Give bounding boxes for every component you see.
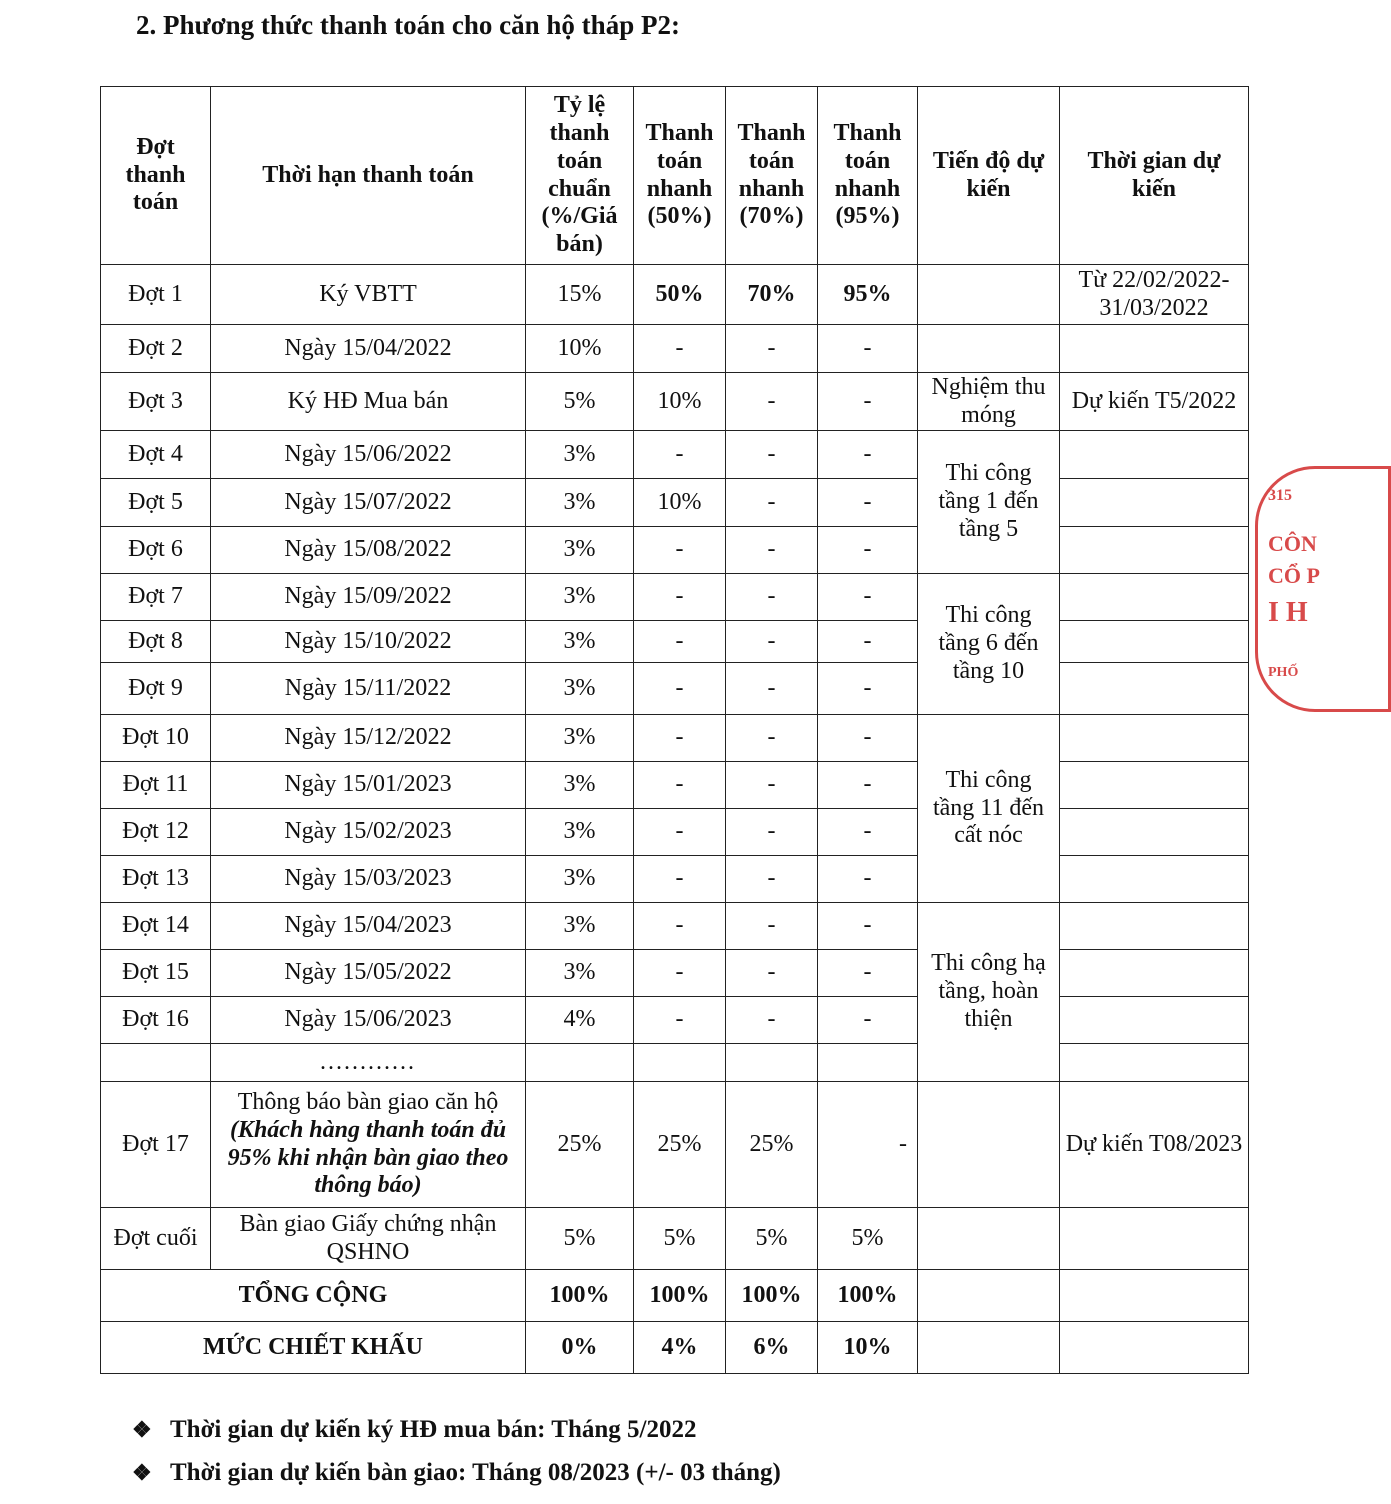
cell-period: Đợt 4 (101, 431, 211, 479)
cell-deadline: Ngày 15/10/2022 (211, 621, 526, 663)
cell-standard: 5% (526, 1208, 634, 1270)
cell-time: Dự kiến T08/2023 (1060, 1082, 1249, 1208)
ellipsis-text: ............ (211, 1044, 526, 1082)
cell-time (1060, 715, 1249, 762)
cell-fast-70: - (726, 431, 818, 479)
cell-progress (918, 325, 1060, 373)
cell-fast-70: - (726, 663, 818, 715)
table-row (101, 265, 1249, 325)
cell-period: Đợt 15 (101, 950, 211, 997)
table-row (101, 373, 1249, 431)
cell-fast-70: - (726, 574, 818, 621)
note-signing-time: Thời gian dự kiến ký HĐ mua bán: Tháng 5/2022 (170, 1416, 697, 1443)
total-label: TỔNG CỘNG (101, 1270, 526, 1322)
cell-fast-70: - (726, 527, 818, 574)
cell-progress (918, 265, 1060, 325)
table-row (101, 663, 1249, 715)
cell-fast-50: 25% (634, 1082, 726, 1208)
discount-label: MỨC CHIẾT KHẤU (101, 1322, 526, 1374)
cell-progress: Nghiệm thu móng (918, 373, 1060, 431)
cell-standard: 15% (526, 265, 634, 325)
table-row (101, 574, 1249, 621)
cell-standard: 3% (526, 574, 634, 621)
cell-deadline: Ngày 15/04/2022 (211, 325, 526, 373)
header-standard-rate: Tỷ lệ thanh toán chuẩn (%/Giá bán) (526, 87, 634, 265)
cell-standard: 3% (526, 762, 634, 809)
cell-fast-50: - (634, 325, 726, 373)
ellipsis-row (101, 1044, 1249, 1082)
table-row (101, 621, 1249, 663)
cell-standard: 3% (526, 621, 634, 663)
total-fast-70: 100% (726, 1270, 818, 1322)
cell-time (1060, 950, 1249, 997)
cell-deadline: Ngày 15/06/2023 (211, 997, 526, 1044)
cell-time (1060, 762, 1249, 809)
table-row (101, 479, 1249, 527)
cell-progress-group-1: Thi công tầng 1 đến tầng 5 (918, 431, 1060, 574)
cell-fast-70: - (726, 325, 818, 373)
table-row (101, 903, 1249, 950)
cell-time (1060, 663, 1249, 715)
cell-fast-70: - (726, 621, 818, 663)
cell-fast-50: - (634, 663, 726, 715)
cell-time (1060, 856, 1249, 903)
note-item (132, 1451, 781, 1494)
cell-fast-70: - (726, 762, 818, 809)
cell-fast-95: - (818, 325, 918, 373)
cell-fast-50: 5% (634, 1208, 726, 1270)
header-fast-70: Thanh toán nhanh (70%) (726, 87, 818, 265)
cell-standard: 3% (526, 950, 634, 997)
cell-fast-50: - (634, 950, 726, 997)
cell-deadline: Ngày 15/09/2022 (211, 574, 526, 621)
cell-deadline: Ngày 15/01/2023 (211, 762, 526, 809)
cell-fast-95: - (818, 527, 918, 574)
cell-deadline (211, 1082, 526, 1208)
cell-time (1060, 431, 1249, 479)
cell-progress (918, 1082, 1060, 1208)
cell-deadline: Ngày 15/03/2023 (211, 856, 526, 903)
cell-period: Đợt 11 (101, 762, 211, 809)
cell-fast-50: 50% (634, 265, 726, 325)
table-row-total (101, 1270, 1249, 1322)
cell-deadline: Ký VBTT (211, 265, 526, 325)
cell-standard: 3% (526, 856, 634, 903)
cell-time (1060, 1208, 1249, 1270)
cell-time (1060, 997, 1249, 1044)
cell-fast-95: - (818, 903, 918, 950)
cell-period: Đợt 17 (101, 1082, 211, 1208)
discount-fast-50: 4% (634, 1322, 726, 1374)
cell-standard: 3% (526, 479, 634, 527)
diamond-bullet-icon: ❖ (132, 1460, 152, 1485)
cell-time (1060, 479, 1249, 527)
cell-time: Dự kiến T5/2022 (1060, 373, 1249, 431)
cell-fast-50: - (634, 762, 726, 809)
cell-fast-50: - (634, 715, 726, 762)
cell-period: Đợt 5 (101, 479, 211, 527)
cell-fast-95: 95% (818, 265, 918, 325)
stamp-text: CỔ P (1268, 563, 1320, 588)
cell-fast-70: - (726, 997, 818, 1044)
cell-fast-95: - (818, 762, 918, 809)
cell-fast-50: 10% (634, 373, 726, 431)
header-fast-95: Thanh toán nhanh (95%) (818, 87, 918, 265)
discount-fast-95: 10% (818, 1322, 918, 1374)
note-item (132, 1408, 781, 1451)
cell-fast-50: - (634, 903, 726, 950)
table-row (101, 325, 1249, 373)
cell-period: Đợt 8 (101, 621, 211, 663)
total-fast-50: 100% (634, 1270, 726, 1322)
cell-standard: 3% (526, 431, 634, 479)
cell-standard: 3% (526, 527, 634, 574)
payment-schedule-table (100, 86, 1249, 1374)
cell-deadline: Ngày 15/04/2023 (211, 903, 526, 950)
cell-standard: 3% (526, 903, 634, 950)
cell-fast-50: - (634, 621, 726, 663)
handover-note: (Khách hàng thanh toán đủ 95% khi nhận bàn giao theo thông báo) (227, 1116, 509, 1199)
cell-progress-group-3: Thi công tầng 11 đến cất nóc (918, 715, 1060, 903)
cell-fast-95: - (818, 715, 918, 762)
cell-fast-70: - (726, 950, 818, 997)
cell-standard: 3% (526, 663, 634, 715)
table-row (101, 997, 1249, 1044)
note-handover-time: Thời gian dự kiến bàn giao: Tháng 08/2023 (+/- 03 tháng) (170, 1459, 781, 1486)
header-fast-50: Thanh toán nhanh (50%) (634, 87, 726, 265)
cell-period: Đợt 9 (101, 663, 211, 715)
cell-fast-70: 70% (726, 265, 818, 325)
cell-fast-95: - (818, 856, 918, 903)
cell-time (1060, 809, 1249, 856)
cell-time (1060, 527, 1249, 574)
cell-period: Đợt 10 (101, 715, 211, 762)
header-progress: Tiến độ dự kiến (918, 87, 1060, 265)
cell-deadline: Ngày 15/02/2023 (211, 809, 526, 856)
cell-period: Đợt 7 (101, 574, 211, 621)
cell-period: Đợt 12 (101, 809, 211, 856)
cell-deadline: Ngày 15/11/2022 (211, 663, 526, 715)
cell-standard: 4% (526, 997, 634, 1044)
cell-fast-50: - (634, 527, 726, 574)
table-row-handover (101, 1082, 1249, 1208)
stamp-text: PHỐ (1268, 665, 1299, 680)
cell-deadline: Ngày 15/12/2022 (211, 715, 526, 762)
cell-deadline: Ký HĐ Mua bán (211, 373, 526, 431)
table-row-discount (101, 1322, 1249, 1374)
cell-period: Đợt 2 (101, 325, 211, 373)
cell-fast-70: - (726, 373, 818, 431)
cell-fast-95: - (818, 574, 918, 621)
cell-deadline: Bàn giao Giấy chứng nhận QSHNO (211, 1208, 526, 1270)
cell-fast-70: 25% (726, 1082, 818, 1208)
cell-fast-95: - (818, 809, 918, 856)
cell-progress-group-2: Thi công tầng 6 đến tầng 10 (918, 574, 1060, 715)
table-row (101, 950, 1249, 997)
cell-fast-50: - (634, 856, 726, 903)
company-seal-stamp (1255, 466, 1391, 712)
cell-fast-70: - (726, 903, 818, 950)
total-fast-95: 100% (818, 1270, 918, 1322)
table-row (101, 856, 1249, 903)
total-standard: 100% (526, 1270, 634, 1322)
stamp-text: CÔN (1268, 531, 1317, 556)
header-period: Đợt thanh toán (101, 87, 211, 265)
cell-period: Đợt 3 (101, 373, 211, 431)
cell-progress-group-4: Thi công hạ tầng, hoàn thiện (918, 903, 1060, 1082)
cell-deadline: Ngày 15/08/2022 (211, 527, 526, 574)
table-row (101, 431, 1249, 479)
cell-fast-50: - (634, 809, 726, 856)
handover-notice: Thông báo bàn giao căn hộ (237, 1088, 499, 1115)
cell-fast-95: - (818, 373, 918, 431)
cell-fast-95: - (818, 621, 918, 663)
cell-fast-95: 5% (818, 1208, 918, 1270)
cell-fast-70: 5% (726, 1208, 818, 1270)
table-row (101, 527, 1249, 574)
header-deadline: Thời hạn thanh toán (211, 87, 526, 265)
cell-deadline: Ngày 15/06/2022 (211, 431, 526, 479)
cell-standard: 5% (526, 373, 634, 431)
cell-standard: 3% (526, 715, 634, 762)
cell-fast-95: - (818, 479, 918, 527)
cell-period: Đợt 6 (101, 527, 211, 574)
table-row (101, 809, 1249, 856)
discount-fast-70: 6% (726, 1322, 818, 1374)
cell-fast-95: - (818, 1082, 918, 1208)
cell-period: Đợt 1 (101, 265, 211, 325)
table-header-row (101, 87, 1249, 265)
cell-fast-70: - (726, 479, 818, 527)
table-row (101, 762, 1249, 809)
cell-fast-95: - (818, 663, 918, 715)
cell-deadline: Ngày 15/05/2022 (211, 950, 526, 997)
cell-fast-95: - (818, 950, 918, 997)
cell-fast-70: - (726, 856, 818, 903)
stamp-text: 315 (1268, 487, 1292, 504)
cell-standard: 10% (526, 325, 634, 373)
cell-fast-70: - (726, 715, 818, 762)
cell-deadline: Ngày 15/07/2022 (211, 479, 526, 527)
cell-time (1060, 621, 1249, 663)
cell-standard: 3% (526, 809, 634, 856)
cell-time (1060, 574, 1249, 621)
cell-progress (918, 1208, 1060, 1270)
cell-fast-50: 10% (634, 479, 726, 527)
diamond-bullet-icon: ❖ (132, 1417, 152, 1442)
cell-time: Từ 22/02/2022- 31/03/2022 (1060, 265, 1249, 325)
cell-fast-95: - (818, 431, 918, 479)
cell-fast-50: - (634, 574, 726, 621)
notes-list (132, 1408, 781, 1494)
cell-fast-70: - (726, 809, 818, 856)
cell-period: Đợt cuối (101, 1208, 211, 1270)
stamp-text: I H (1268, 597, 1308, 628)
table-row (101, 715, 1249, 762)
cell-time (1060, 903, 1249, 950)
table-row-final (101, 1208, 1249, 1270)
cell-time (1060, 325, 1249, 373)
cell-fast-50: - (634, 431, 726, 479)
discount-standard: 0% (526, 1322, 634, 1374)
header-time: Thời gian dự kiến (1060, 87, 1249, 265)
cell-fast-95: - (818, 997, 918, 1044)
cell-fast-50: - (634, 997, 726, 1044)
cell-standard: 25% (526, 1082, 634, 1208)
cell-period: Đợt 16 (101, 997, 211, 1044)
cell-period: Đợt 14 (101, 903, 211, 950)
section-heading: 2. Phương thức thanh toán cho căn hộ tháp P2: (136, 10, 680, 40)
cell-period: Đợt 13 (101, 856, 211, 903)
